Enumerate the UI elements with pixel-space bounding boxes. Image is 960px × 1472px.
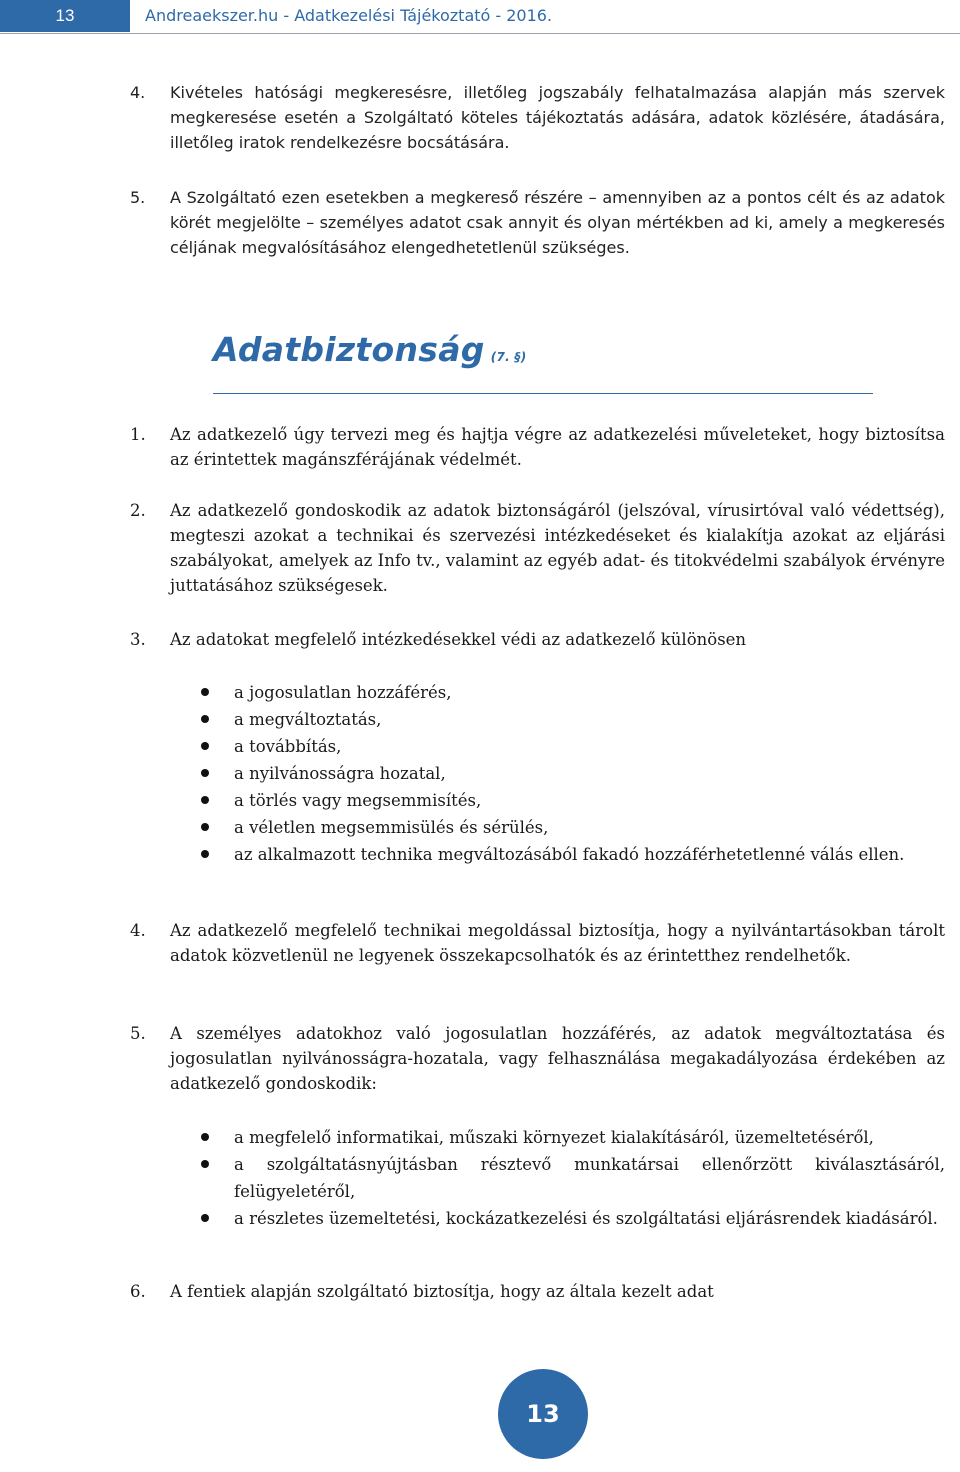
list-item-1 [130, 422, 945, 472]
item-text: A fentiek alapján szolgáltató biztosítja, hogy az általa kezelt adat [170, 1282, 714, 1301]
bullet-icon [201, 850, 209, 858]
bullet-icon [201, 823, 209, 831]
bullet-item [198, 1124, 945, 1151]
list-item-top-4 [130, 80, 945, 155]
bullet-icon [201, 796, 209, 804]
item-text: Az adatokat megfelelő intézkedésekkel védi az adatkezelő különösen [170, 630, 747, 649]
bullet-item [198, 1205, 945, 1232]
list-item-4 [130, 918, 945, 968]
bullet-text: a továbbítás, [234, 737, 342, 756]
bullet-list-measures [198, 1124, 945, 1232]
item-number: 1. [130, 425, 146, 444]
bullet-item [198, 760, 945, 787]
list-item-2 [130, 498, 945, 598]
page-header [0, 0, 960, 34]
bullet-icon [201, 1133, 209, 1141]
item-text: A személyes adatokhoz való jogosulatlan hozzáférés, az adatok megváltoztatása és jogosulatlan nyilvánosságra-hozatala, vagy felhasználása megakadályozása érdekében az adatkezelő gondoskodik: [170, 1024, 945, 1093]
section-divider [213, 393, 873, 394]
bullet-text: a megváltoztatás, [234, 710, 382, 729]
bullet-icon [201, 688, 209, 696]
bullet-item [198, 841, 945, 868]
item-number: 4. [130, 921, 146, 940]
bullet-item [198, 787, 945, 814]
item-number: 4. [130, 83, 146, 102]
bullet-item [198, 814, 945, 841]
item-number: 5. [130, 1024, 146, 1043]
list-item-top-5 [130, 185, 945, 260]
bullet-item [198, 1151, 945, 1205]
bullet-icon [201, 1214, 209, 1222]
bullet-text: az alkalmazott technika megváltozásából fakadó hozzáférhetetlenné válás ellen. [234, 845, 905, 864]
bullet-item [198, 679, 945, 706]
header-title: Andreaekszer.hu - Adatkezelési Tájékoztató - 2016. [145, 6, 553, 25]
list-item-3 [130, 627, 945, 652]
item-text: A Szolgáltató ezen esetekben a megkereső részére – amennyiben az a pontos célt és az adatok körét megjelölte – személyes adatot csak annyit és olyan mértékben ad ki, amely a megkeresés céljának megvalósításához elengedhetetlenül szükséges. [170, 188, 945, 257]
bullet-text: a megfelelő informatikai, műszaki környezet kialakításáról, üzemeltetéséről, [234, 1128, 874, 1147]
bullet-item [198, 706, 945, 733]
bullet-text: a véletlen megsemmisülés és sérülés, [234, 818, 549, 837]
section-ref: (7. §) [490, 350, 527, 364]
bullet-text: a törlés vagy megsemmisítés, [234, 791, 482, 810]
item-text: Az adatkezelő megfelelő technikai megoldással biztosítja, hogy a nyilvántartásokban tárolt adatok közvetlenül ne legyenek összekapcsolhatók és az érintetthez rendelhetők. [170, 921, 945, 965]
item-text: Az adatkezelő úgy tervezi meg és hajtja végre az adatkezelési műveleteket, hogy biztosítsa az érintettek magánszférájának védelmét. [170, 425, 945, 469]
item-text: Az adatkezelő gondoskodik az adatok biztonságáról (jelszóval, vírusirtóval való védettség), megteszi azokat a technikai és szervezési intézkedéseket és kialakítja azokat az eljárási szabályokat, amelyek az Info tv., valamint az egyéb adat- és titokvédelmi szabályok érvényre juttatásához szükségesek. [170, 501, 945, 595]
bullet-icon [201, 742, 209, 750]
item-number: 5. [130, 188, 146, 207]
bullet-list-protection [198, 679, 945, 868]
bullet-icon [201, 769, 209, 777]
bullet-text: a részletes üzemeltetési, kockázatkezelési és szolgáltatási eljárásrendek kiadásáról. [234, 1209, 938, 1228]
item-number: 3. [130, 630, 146, 649]
item-number: 6. [130, 1282, 146, 1301]
bullet-text: a jogosulatlan hozzáférés, [234, 683, 452, 702]
bullet-item [198, 733, 945, 760]
section-title [213, 330, 527, 369]
bullet-icon [201, 715, 209, 723]
item-text: Kivételes hatósági megkeresésre, illetőleg jogszabály felhatalmazása alapján más szervek megkeresése esetén a Szolgáltató köteles tájékoztatás adására, adatok közlésére, átadására, illetőleg iratok rendelkezésre bocsátására. [170, 83, 945, 152]
header-page-number: 13 [0, 0, 130, 32]
item-number: 2. [130, 501, 146, 520]
bullet-text: a szolgáltatásnyújtásban résztevő munkatársai ellenőrzött kiválasztásáról, felügyeletéről, [234, 1155, 945, 1201]
list-item-6 [130, 1279, 945, 1304]
section-title-text: Adatbiztonság [213, 330, 485, 369]
list-item-5 [130, 1021, 945, 1096]
bullet-icon [201, 1160, 209, 1168]
footer-page-number: 13 [498, 1369, 588, 1459]
bullet-text: a nyilvánosságra hozatal, [234, 764, 446, 783]
